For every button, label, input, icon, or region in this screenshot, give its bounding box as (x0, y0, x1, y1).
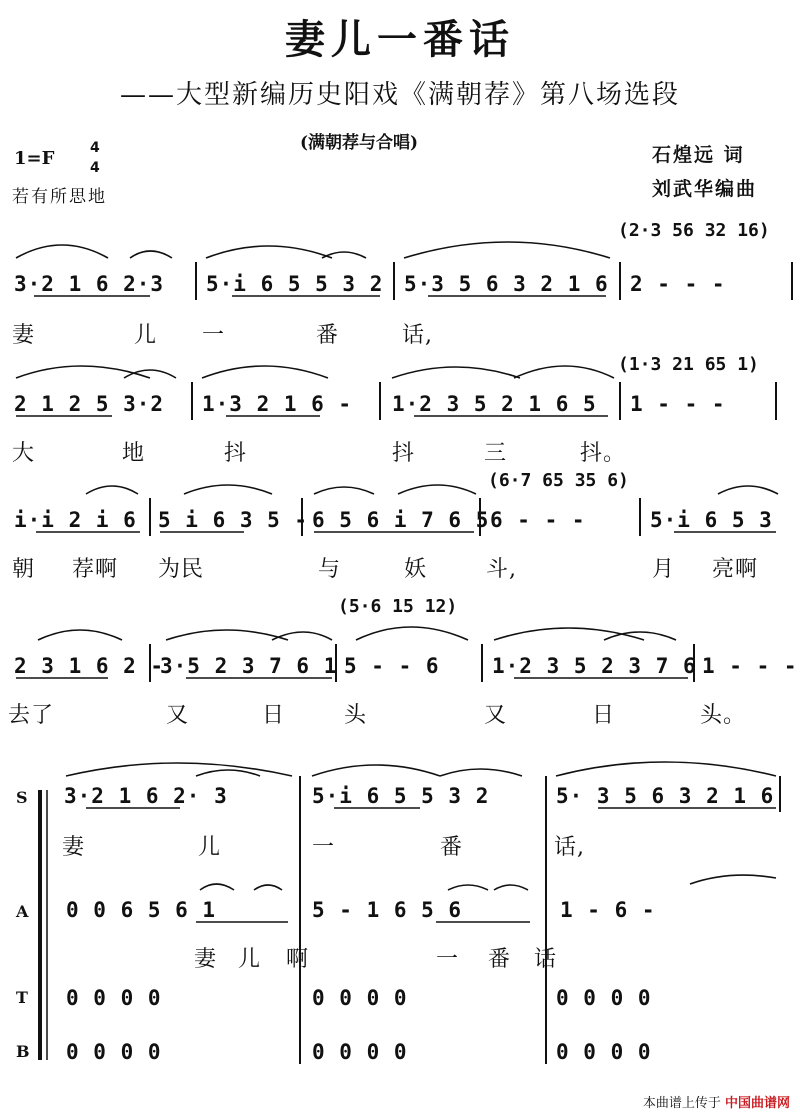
measure-notes: 5·i 6 5 5 3 2 (312, 784, 490, 808)
lyric: 三 (484, 441, 508, 466)
lyric: 儿 (134, 323, 158, 348)
lyric: 又 (484, 703, 508, 728)
measure-notes: 2 3 1 6 2 - (14, 654, 165, 678)
intro-phrase: (2·3 56 32 16) (618, 220, 770, 241)
measure-notes: 0 0 0 0 (312, 986, 408, 1010)
measure-notes: 1·2 3 5 2 1 6 5 (392, 392, 597, 416)
lyric: 番 (488, 947, 512, 972)
lyric: 为民 (158, 557, 205, 582)
key-signature: 1=F (14, 148, 55, 169)
lyric: 去了 (8, 703, 55, 728)
voice-label-soprano: S (16, 788, 28, 807)
measure-notes: 1 - - - (702, 654, 798, 678)
lyric: 朝 (12, 557, 36, 582)
footer-prefix: 本曲谱上传于 (642, 1096, 721, 1111)
voice-label-tenor: T (16, 988, 28, 1007)
lyric: 啊 (286, 947, 310, 972)
lyric: 话 (534, 947, 558, 972)
measure-notes: 5 i 6 3 5 - (158, 508, 309, 532)
voice-label-alto: A (16, 902, 29, 921)
lyric: 与 (318, 557, 342, 582)
measure-notes: 3·2 1 6 2·3 (14, 272, 165, 296)
measure-notes: 1 - - - (630, 392, 726, 416)
subtitle: ——大型新编历史阳戏《满朝荐》第八场选段 (119, 80, 680, 110)
intro-phrase: (1·3 21 65 1) (618, 354, 759, 375)
lyric: 抖 (224, 441, 248, 466)
lyric: 一 (202, 323, 226, 348)
lyric: 荐啊 (72, 557, 119, 582)
measure-notes: 0 0 0 0 (556, 986, 652, 1010)
lyric: 抖。 (580, 441, 627, 466)
intro-phrase: (5·6 15 12) (338, 596, 458, 617)
time-signature-bottom: 4 (90, 160, 100, 176)
measure-notes: 5· 3 5 6 3 2 1 6 (556, 784, 775, 808)
measure-notes: 5 - 1 6 5 6 (312, 898, 463, 922)
lyric: 月 (652, 557, 676, 582)
lyric: 大 (12, 441, 36, 466)
lyric: 话, (554, 835, 585, 860)
lyric: 妖 (404, 557, 428, 582)
measure-notes: 0 0 0 0 (66, 986, 162, 1010)
measure-notes: 0 0 0 0 (312, 1040, 408, 1064)
lyric: 儿 (238, 947, 262, 972)
performers-note: (满朝荐与合唱) (300, 133, 419, 153)
measure-notes: 5·i 6 5 3 (650, 508, 773, 532)
lyric: 地 (122, 441, 146, 466)
lyric: 番 (440, 835, 464, 860)
measure-notes: 0 0 0 0 (556, 1040, 652, 1064)
measure-notes: 1 - 6 - (560, 898, 656, 922)
lyric: 又 (166, 703, 190, 728)
lyric: 头 (344, 703, 368, 728)
measure-notes: 5·3 5 6 3 2 1 6 (404, 272, 609, 296)
lyric: 斗, (486, 557, 517, 582)
lyric: 亮啊 (712, 557, 759, 582)
measure-notes: 5·i 6 5 5 3 2 (206, 272, 384, 296)
lyric: 日 (592, 703, 616, 728)
lyricist-credit: 石煌远 词 (652, 144, 745, 166)
measure-notes: i·i 2 i 6 (14, 508, 137, 532)
composer-credit: 刘武华编曲 (652, 178, 758, 200)
measure-notes: 0 0 6 5 6 1 (66, 898, 217, 922)
measure-notes: 2 1 2 5 3·2 (14, 392, 165, 416)
lyric: 儿 (198, 835, 222, 860)
footer-brand: 中国曲谱网 (724, 1096, 790, 1111)
voice-label-bass: B (16, 1042, 30, 1061)
lyric: 话, (402, 323, 433, 348)
measure-notes: 1·3 2 1 6 - (202, 392, 353, 416)
tempo-mood: 若有所思地 (12, 187, 107, 207)
time-signature-top: 4 (90, 140, 100, 156)
measure-notes: 0 0 0 0 (66, 1040, 162, 1064)
measure-notes: 3·2 1 6 2· 3 (64, 784, 228, 808)
measure-notes: 1·2 3 5 2 3 7 6 (492, 654, 697, 678)
lyric: 抖 (392, 441, 416, 466)
lyric: 妻 (62, 835, 86, 860)
measure-notes: 2 - - - (630, 272, 726, 296)
footer-source (643, 1092, 790, 1111)
page-title: 妻儿一番话 (285, 16, 515, 63)
lyric: 妻 (12, 323, 36, 348)
measure-notes: 6 - - - (490, 508, 586, 532)
lyric: 一 (436, 947, 460, 972)
measure-notes: 6 5 6 i 7 6 5 (312, 508, 490, 532)
lyric: 番 (316, 323, 340, 348)
lyric: 一 (312, 835, 336, 860)
lyric: 头。 (700, 703, 747, 728)
measure-notes: 3·5 2 3 7 6 1 (160, 654, 338, 678)
measure-notes: 5 - - 6 (344, 654, 440, 678)
intro-phrase: (6·7 65 35 6) (488, 470, 629, 491)
lyric: 妻 (194, 947, 218, 972)
lyric: 日 (262, 703, 286, 728)
